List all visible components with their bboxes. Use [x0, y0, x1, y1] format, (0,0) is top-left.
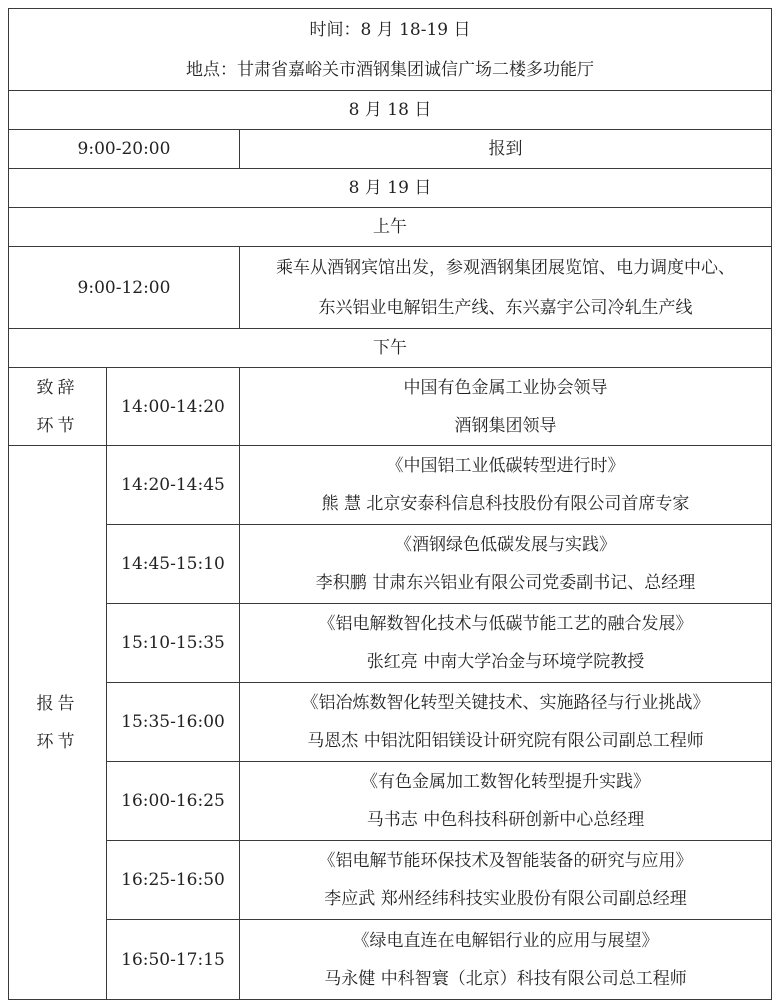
visit-description	[240, 247, 772, 329]
report-title: 《铝电解数智化技术与低碳节能工艺的融合发展》	[318, 614, 693, 634]
visit-line-1: 乘车从酒钢宾馆出发，参观酒钢集团展览馆、电力调度中心、	[276, 257, 735, 278]
report-speaker: 李应武 郑州经纬科技实业股份有限公司副总经理	[324, 889, 687, 909]
report-title: 《中国铝工业低碳转型进行时》	[386, 456, 625, 476]
report-time: 15:10-15:35	[107, 604, 240, 683]
report-label-line-2: 环节	[36, 731, 79, 752]
report-detail	[240, 525, 772, 604]
opening-label-line-1: 致辞	[36, 377, 79, 398]
afternoon-label: 下午	[9, 329, 772, 368]
report-speaker: 马恩杰 中铝沈阳铝镁设计研究院有限公司副总工程师	[307, 731, 704, 751]
report-detail	[240, 762, 772, 841]
report-label-line-1: 报告	[36, 693, 79, 714]
report-time: 14:20-14:45	[107, 446, 240, 525]
report-time: 16:25-16:50	[107, 841, 240, 920]
report-time: 16:00-16:25	[107, 762, 240, 841]
opening-label-line-2: 环节	[36, 415, 79, 436]
visit-line-2: 东兴铝业电解铝生产线、东兴嘉宇公司冷轧生产线	[318, 297, 693, 318]
report-row	[9, 446, 772, 525]
report-row	[9, 525, 772, 604]
registration-time: 9:00-20:00	[9, 130, 240, 169]
date-day1: 8 月 18 日	[9, 91, 772, 130]
header-row	[9, 9, 772, 91]
visit-time: 9:00-12:00	[9, 247, 240, 329]
date-row-day1	[9, 91, 772, 130]
morning-row	[9, 208, 772, 247]
registration-event: 报到	[240, 130, 772, 169]
report-speaker: 张红亮 中南大学冶金与环境学院教授	[366, 652, 645, 672]
report-detail	[240, 841, 772, 920]
report-row	[9, 920, 772, 1000]
report-speaker: 李积鹏 甘肃东兴铝业有限公司党委副书记、总经理	[315, 573, 696, 593]
report-speaker: 马书志 中色科技科研创新中心总经理	[366, 810, 645, 830]
report-detail	[240, 446, 772, 525]
report-row	[9, 604, 772, 683]
opening-speaker-1: 中国有色金属工业协会领导	[403, 377, 608, 398]
report-row	[9, 762, 772, 841]
report-title: 《铝电解节能环保技术及智能装备的研究与应用》	[318, 851, 693, 871]
header-cell	[9, 9, 772, 91]
report-row	[9, 683, 772, 762]
report-detail	[240, 604, 772, 683]
report-title: 《有色金属加工数智化转型提升实践》	[361, 772, 650, 792]
opening-speakers	[240, 368, 772, 446]
opening-speaker-2: 酒钢集团领导	[454, 415, 557, 436]
opening-section-label	[9, 368, 107, 446]
opening-row	[9, 368, 772, 446]
report-title: 《酒钢绿色低碳发展与实践》	[395, 535, 616, 555]
report-time: 15:35-16:00	[107, 683, 240, 762]
morning-label: 上午	[9, 208, 772, 247]
report-title: 《绿电直连在电解铝行业的应用与展望》	[352, 930, 659, 951]
date-day2: 8 月 19 日	[9, 169, 772, 208]
report-time: 16:50-17:15	[107, 920, 240, 1000]
date-row-day2	[9, 169, 772, 208]
report-speaker: 马永健 中科智寰（北京）科技有限公司总工程师	[324, 968, 687, 989]
report-title: 《铝冶炼数智化转型关键技术、实施路径与行业挑战》	[301, 693, 710, 713]
meeting-time: 时间：8 月 18-19 日	[309, 19, 471, 40]
report-row	[9, 841, 772, 920]
afternoon-row	[9, 329, 772, 368]
report-section-label	[9, 446, 107, 1000]
report-detail	[240, 683, 772, 762]
report-time: 14:45-15:10	[107, 525, 240, 604]
agenda-table	[8, 8, 772, 1000]
report-detail	[240, 920, 772, 1000]
registration-row	[9, 130, 772, 169]
meeting-venue: 地点：甘肃省嘉峪关市酒钢集团诚信广场二楼多功能厅	[186, 59, 594, 80]
opening-time: 14:00-14:20	[107, 368, 240, 446]
report-speaker: 熊 慧 北京安泰科信息科技股份有限公司首席专家	[321, 494, 690, 514]
visit-row	[9, 247, 772, 329]
